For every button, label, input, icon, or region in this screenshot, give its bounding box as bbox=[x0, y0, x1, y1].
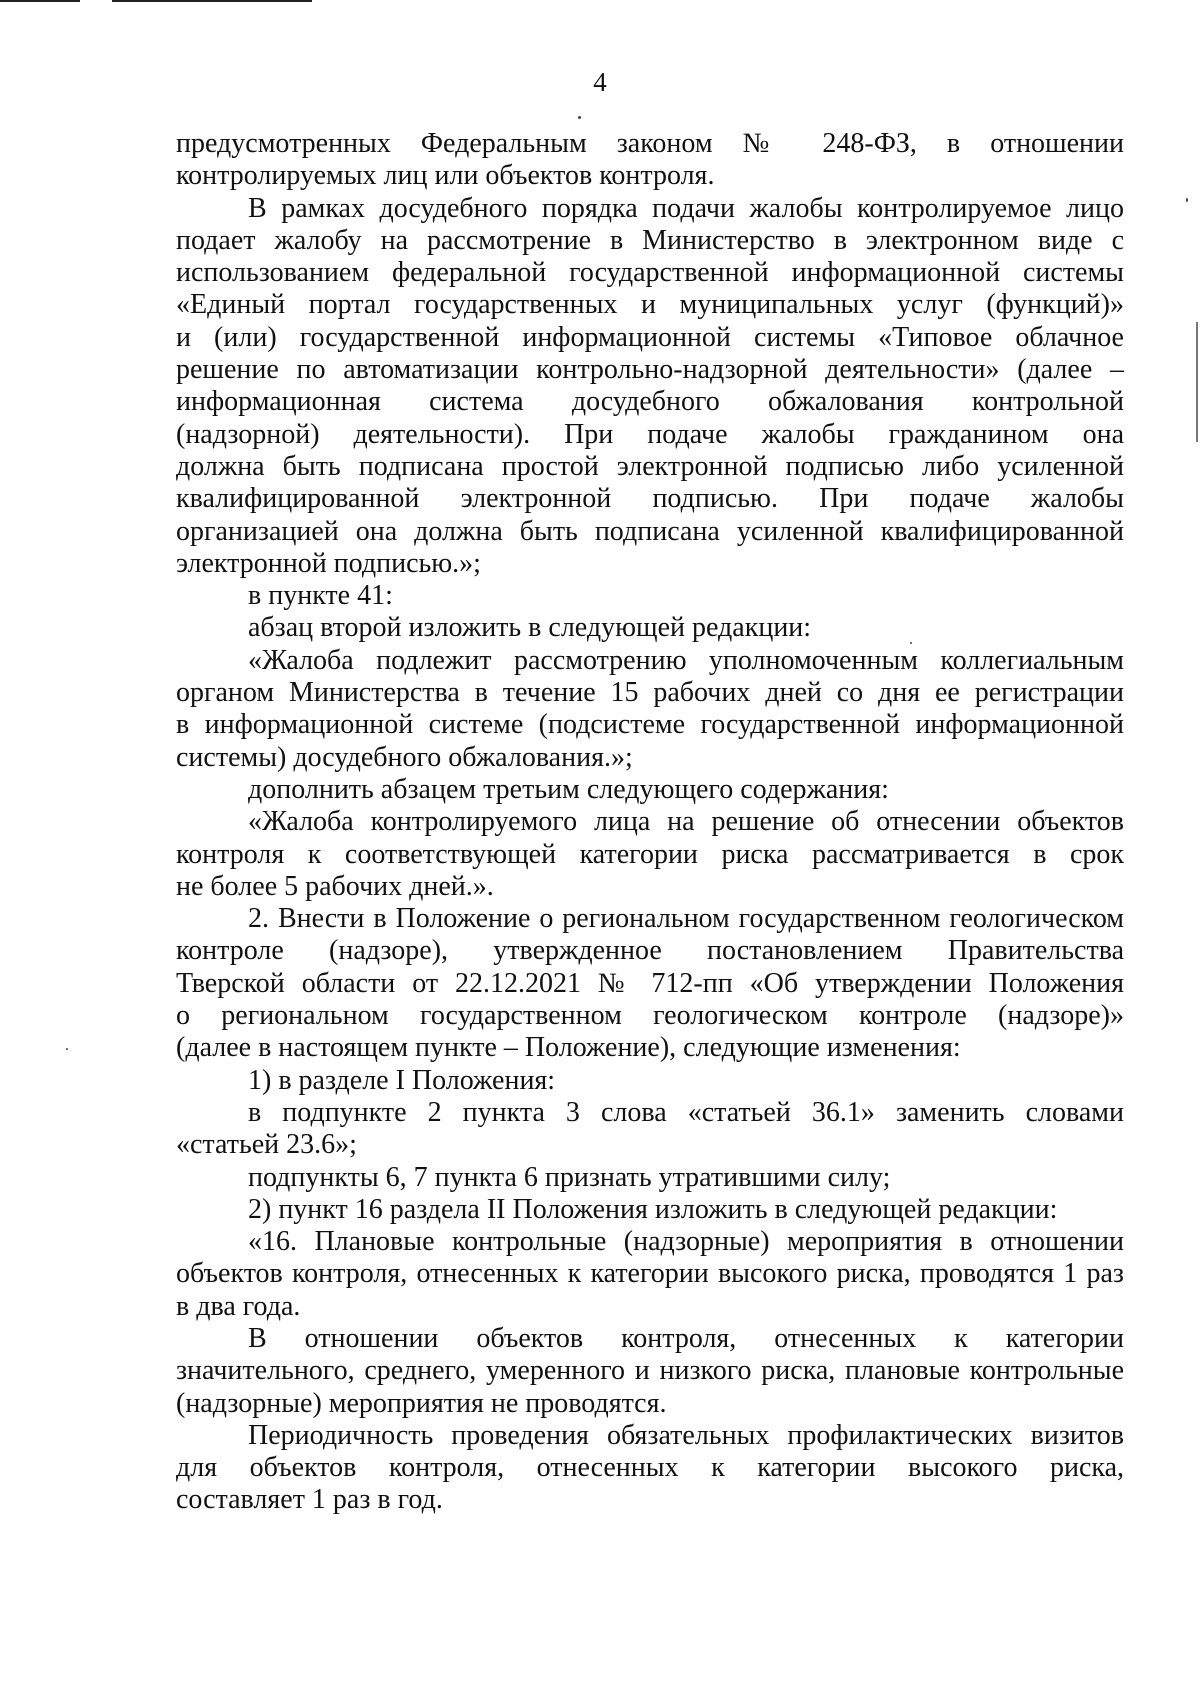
text-line: контролируемых лиц или объектов контроля. bbox=[176, 160, 715, 192]
text-line: контроля к соответствующей категории риска рассматривается в срок bbox=[176, 838, 1124, 870]
document-body bbox=[176, 128, 1124, 1517]
scan-edge-top bbox=[112, 0, 312, 2]
text-line: решение по автоматизации контрольно-надзорной деятельности» (далее – bbox=[176, 354, 1124, 386]
text-line: в два года. bbox=[176, 1290, 301, 1322]
text-line: в подпункте 2 пункта 3 слова «статьей 36.1» заменить словами bbox=[248, 1096, 1124, 1128]
text-line: В отношении объектов контроля, отнесенных к категории bbox=[248, 1322, 1124, 1354]
text-line: Периодичность проведения обязательных профилактических визитов bbox=[248, 1419, 1124, 1451]
text-line: объектов контроля, отнесенных к категории высокого риска, проводятся 1 раз bbox=[176, 1258, 1124, 1290]
text-line: В рамках досудебного порядка подачи жалобы контролируемое лицо bbox=[248, 192, 1124, 224]
text-line: контроле (надзоре), утвержденное постановлением Правительства bbox=[176, 935, 1124, 967]
text-line: Тверской области от 22.12.2021 № 712-пп «Об утверждении Положения bbox=[176, 967, 1124, 999]
text-line: (надзорной) деятельности). При подаче жалобы гражданином она bbox=[176, 418, 1124, 450]
text-line: составляет 1 раз в год. bbox=[176, 1484, 443, 1516]
text-line: использованием федеральной государственной информационной системы bbox=[176, 257, 1124, 289]
text-line: подает жалобу на рассмотрение в Министерство в электронном виде с bbox=[176, 224, 1124, 256]
text-line: системы) досудебного обжалования.»; bbox=[176, 741, 633, 773]
text-line: организацией она должна быть подписана усиленной квалифицированной bbox=[176, 515, 1124, 547]
text-line: значительного, среднего, умеренного и низкого риска, плановые контрольные bbox=[176, 1355, 1124, 1387]
text-line: (надзорные) мероприятия не проводятся. bbox=[176, 1387, 667, 1419]
text-line: 2) пункт 16 раздела II Положения изложить в следующей редакции: bbox=[248, 1193, 1058, 1225]
text-line: электронной подписью.»; bbox=[176, 547, 481, 579]
text-line: не более 5 рабочих дней.». bbox=[176, 870, 494, 902]
text-line: о региональном государственном геологическом контроле (надзоре)» bbox=[176, 1000, 1124, 1032]
text-line: информационная система досудебного обжалования контрольной bbox=[176, 386, 1124, 418]
text-line: органом Министерства в течение 15 рабочих дней со дня ее регистрации bbox=[176, 677, 1124, 709]
text-line: квалифицированной электронной подписью. При подаче жалобы bbox=[176, 483, 1124, 515]
text-line: абзац второй изложить в следующей редакции: bbox=[248, 612, 812, 644]
text-line: (далее в настоящем пункте – Положение), следующие изменения: bbox=[176, 1032, 961, 1064]
text-line: «Жалоба подлежит рассмотрению уполномоченным коллегиальным bbox=[248, 644, 1124, 676]
text-line: в пункте 41: bbox=[248, 580, 393, 612]
text-line: 2. Внести в Положение о региональном государственном геологическом bbox=[248, 903, 1124, 935]
text-line: «статьей 23.6»; bbox=[176, 1129, 357, 1161]
text-line: «Единый портал государственных и муниципальных услуг (функций)» bbox=[176, 289, 1124, 321]
text-line: для объектов контроля, отнесенных к категории высокого риска, bbox=[176, 1452, 1124, 1484]
text-line: и (или) государственной информационной системы «Типовое облачное bbox=[176, 321, 1124, 353]
text-line: должна быть подписана простой электронной подписью либо усиленной bbox=[176, 450, 1124, 482]
scan-edge-top-left bbox=[0, 0, 80, 2]
scan-edge-right bbox=[1196, 322, 1198, 442]
text-line: «Жалоба контролируемого лица на решение об отнесении объектов bbox=[248, 806, 1124, 838]
text-line: 1) в разделе I Положения: bbox=[248, 1064, 556, 1096]
text-line: дополнить абзацем третьим следующего содержания: bbox=[248, 773, 889, 805]
page-number: 4 bbox=[593, 67, 607, 97]
text-line: предусмотренных Федеральным законом № 248-ФЗ, в отношении bbox=[176, 128, 1124, 159]
text-line: подпункты 6, 7 пункта 6 признать утратившими силу; bbox=[248, 1161, 891, 1193]
text-line: «16. Плановые контрольные (надзорные) мероприятия в отношении bbox=[248, 1226, 1124, 1258]
text-line: в информационной системе (подсистеме государственной информационной bbox=[176, 709, 1124, 741]
